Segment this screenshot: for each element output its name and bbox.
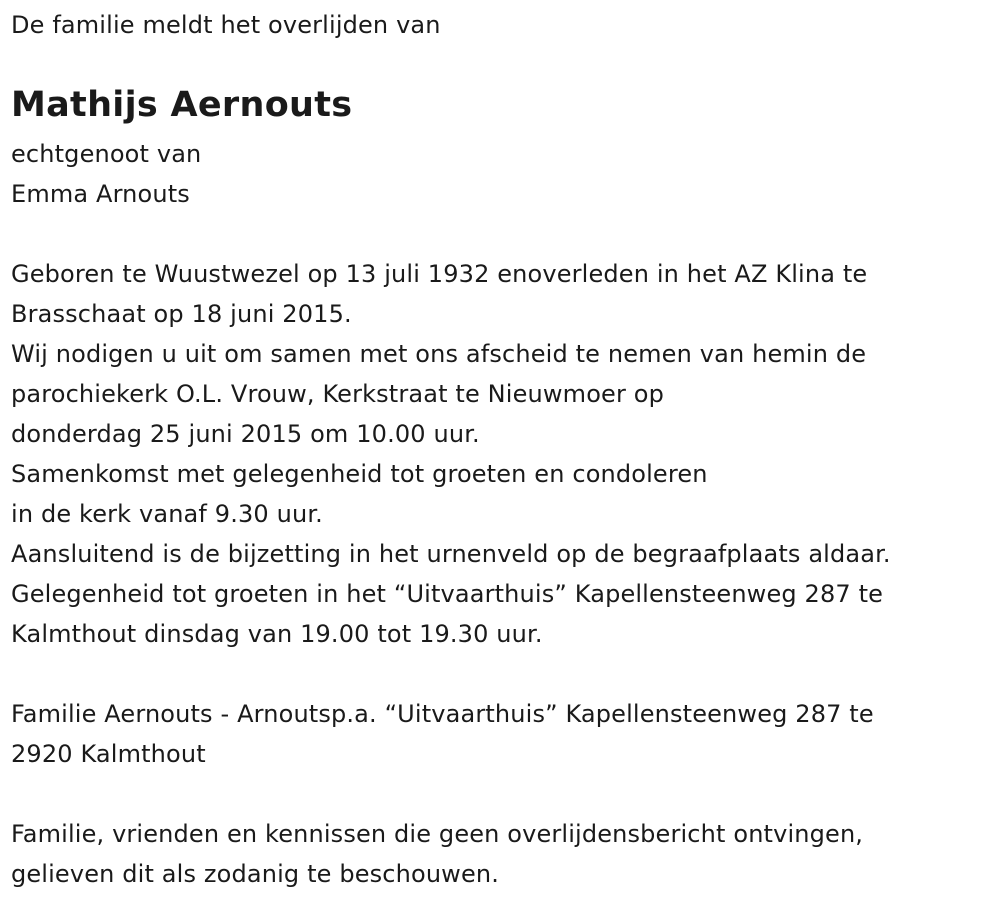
intro-text: De familie meldt het overlijden van — [11, 11, 441, 39]
details-line: Wij nodigen u uit om samen met ons afscheid te nemen van hemin de — [11, 340, 867, 368]
details-line: Aansluitend is de bijzetting in het urnenveld op de begraafplaats aldaar. — [11, 540, 891, 568]
spouse-block — [11, 134, 201, 214]
details-line: Samenkomst met gelegenheid tot groeten en condoleren — [11, 460, 708, 488]
details-line: parochiekerk O.L. Vrouw, Kerkstraat te Nieuwmoer op — [11, 380, 664, 408]
notice-block — [11, 814, 863, 894]
details-line: donderdag 25 juni 2015 om 10.00 uur. — [11, 420, 480, 448]
family-line: Familie Aernouts - Arnoutsp.a. “Uitvaarthuis” Kapellensteenweg 287 te — [11, 700, 874, 728]
notice-line: Familie, vrienden en kennissen die geen overlijdensbericht ontvingen, — [11, 820, 864, 848]
spouse-line: echtgenoot van — [11, 140, 202, 168]
details-line: Gelegenheid tot groeten in het “Uitvaarthuis” Kapellensteenweg 287 te — [11, 580, 884, 608]
spouse-line: Emma Arnouts — [11, 180, 190, 208]
family-address-block — [11, 694, 874, 774]
notice-line: gelieven dit als zodanig te beschouwen. — [11, 860, 500, 888]
details-line: Geboren te Wuustwezel op 13 juli 1932 enoverleden in het AZ Klina te — [11, 260, 868, 288]
details-line: Brasschaat op 18 juni 2015. — [11, 300, 352, 328]
family-line: 2920 Kalmthout — [11, 740, 206, 768]
ceremony-details-block — [11, 254, 891, 654]
deceased-name: Mathijs Aernouts — [11, 85, 353, 125]
details-line: Kalmthout dinsdag van 19.00 tot 19.30 uur. — [11, 620, 543, 648]
details-line: in de kerk vanaf 9.30 uur. — [11, 500, 323, 528]
